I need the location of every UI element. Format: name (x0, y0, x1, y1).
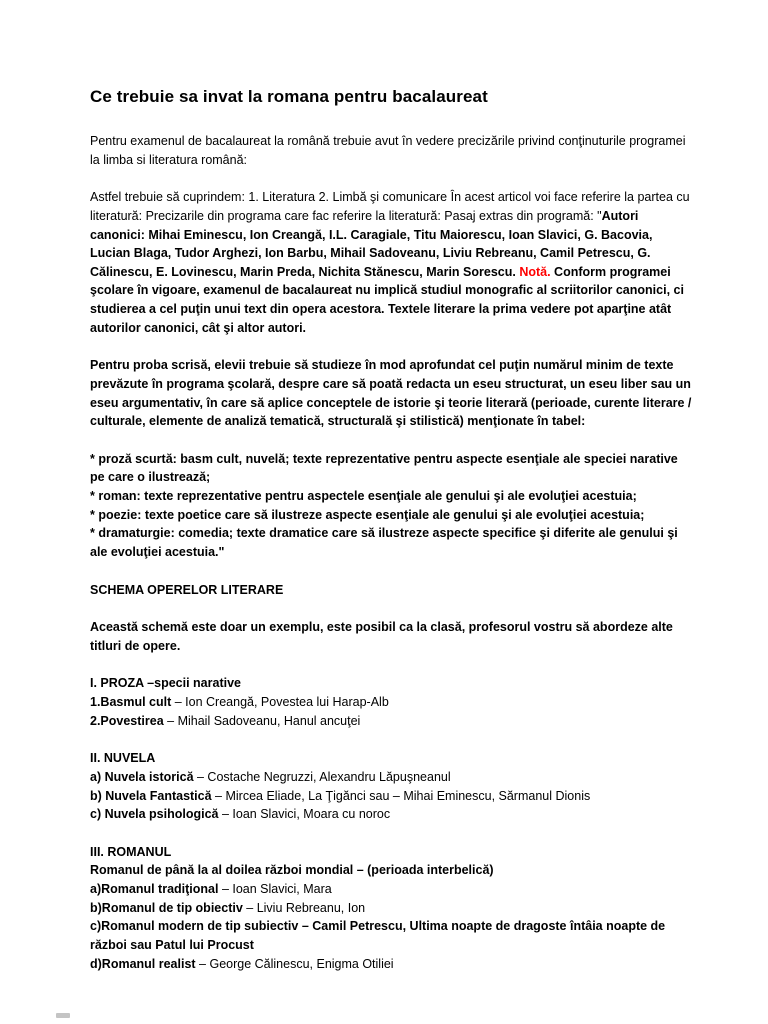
text-run: 2.Povestirea (90, 713, 164, 728)
item-roman-subiectiv (90, 917, 694, 954)
item-roman-realist (90, 955, 694, 974)
text-run: * roman: texte reprezentative pentru aspectele esenţiale ale genului şi ale evoluţiei acestuia; (90, 489, 637, 504)
document-title: Ce trebuie sa invat la romana pentru bacalaureat (90, 87, 488, 106)
schema-heading (90, 581, 694, 600)
text-run: Pentru proba scrisă, elevii trebuie să studieze în mod aprofundat cel puţin numărul minim de texte prevăzute în programa şcolară, despre care să poată redacta un eseu structurat, un eseu liber sau un eseu argumentativ, în care să aplice conceptele de istorie şi teorie literară (perioade, curente literare / culturale, elemente de analiză tematică, structurală şi stilistică) menţionate în tabel: (90, 358, 692, 429)
text-run: Conform programei şcolare în vigoare, examenul de bacalaureat nu implică studiul monografic al scriitorilor canonici, ci studierea a cel puţin unui text din opera acestora. Textele literare la prima vedere pot aparţine atât autorilor canonici, cât şi altor autori. (90, 264, 684, 335)
text-run: Această schemă este doar un exemplu, este posibil ca la clasă, profesorul vostru să abordeze alte titluri de opere. (90, 620, 673, 653)
text-run: – Ion Creangă, Povestea lui Harap-Alb (171, 695, 389, 710)
text-run: – Liviu Rebreanu, Ion (242, 900, 366, 915)
bullet-poezie (90, 506, 694, 525)
text-run: * dramaturgie: comedia; texte dramatice care să ilustreze aspecte specifice şi diferite ale genului şi ale evoluţiei acestuia." (90, 526, 678, 559)
item-roman-traditional (90, 880, 694, 899)
text-run: c)Romanul modern de tip subiectiv (90, 919, 299, 934)
text-run: – Costache Negruzzi, Alexandru Lăpuşneanul (193, 769, 451, 784)
text-run: – George Călinescu, Enigma Otiliei (195, 956, 394, 971)
text-run: II. NUVELA (90, 751, 156, 766)
schema-note (90, 618, 694, 655)
text-run: c) Nuvela psihologică (90, 807, 219, 822)
written-test-paragraph (90, 356, 694, 431)
text-run: – Ioan Slavici, Moara cu noroc (218, 807, 391, 822)
document-body (90, 132, 694, 973)
section-romanul-heading (90, 843, 694, 862)
item-nuvela-fantastica (90, 787, 694, 806)
item-roman-obiectiv (90, 899, 694, 918)
item-basmul-cult (90, 693, 694, 712)
item-nuvela-istorica (90, 768, 694, 787)
text-run: – Camil Petrescu, Ultima noapte de dragoste întâia noapte de război sau Patul lui Procust (90, 919, 666, 952)
text-run: Autori canonici: Mihai Eminescu, Ion Creangă, I.L. Caragiale, Titu Maiorescu, Ioan Slavici, G. Bacovia, Lucian Blaga, Tudor Arghezi, Ion Barbu, Mihail Sadoveanu, Liviu Rebreanu, Camil Petrescu, G. Călinescu, E. Lovinescu, Marin Preda, Nichita Stănescu, Marin Sorescu. (90, 208, 653, 279)
text-run: – Ioan Slavici, Mara (218, 882, 332, 897)
text-run: – Mircea Eliade, La Ţigănci sau – Mihai Eminescu, Sărmanul Dionis (211, 788, 591, 803)
bullet-roman (90, 487, 694, 506)
text-run: – Mihail Sadoveanu, Hanul ancuţei (163, 713, 361, 728)
bullet-dramaturgie (90, 524, 694, 561)
item-povestirea (90, 712, 694, 731)
text-run: SCHEMA OPERELOR LITERARE (90, 582, 284, 597)
text-run: Romanul de până la al doilea război mondial – (perioada interbelică) (90, 863, 494, 878)
page-artifact (56, 1013, 70, 1018)
text-run: Notă. (519, 264, 551, 279)
text-run: * proză scurtă: basm cult, nuvelă; texte reprezentative pentru aspecte esenţiale ale speciei narative pe care o ilustrează; (90, 451, 678, 485)
text-run: I. PROZA –specii narative (90, 676, 241, 691)
section-nuvela-heading (90, 749, 694, 768)
text-run: * poezie: texte poetice care să ilustreze aspecte esenţiale ale genului şi ale evoluţiei acestuia; (90, 507, 645, 522)
bullet-proza-scurta (90, 450, 694, 487)
text-run: 1.Basmul cult (90, 695, 172, 710)
text-run: a) Nuvela istorică (90, 769, 194, 784)
romanul-interbelic-subheading (90, 861, 694, 880)
text-run: III. ROMANUL (90, 844, 172, 859)
intro-paragraph (90, 132, 694, 169)
program-paragraph (90, 188, 694, 337)
item-nuvela-psihologica (90, 805, 694, 824)
text-run: d)Romanul realist (90, 956, 196, 971)
text-run: b)Romanul de tip obiectiv (90, 900, 243, 915)
section-proza-heading (90, 674, 694, 693)
text-run: b) Nuvela Fantastică (90, 788, 212, 803)
text-run: a)Romanul tradiţional (90, 882, 219, 897)
text-run: Astfel trebuie să cuprindem: 1. Literatura 2. Limbă şi comunicare În acest articol voi face referire la partea cu literatură: Precizarile din programa care fac referire la literatură: Pasaj extras din programă: " (90, 190, 690, 223)
text-run: Pentru examenul de bacalaureat la română trebuie avut în vedere precizările privind conţinuturile programei la limba si literatura română: (90, 134, 686, 167)
